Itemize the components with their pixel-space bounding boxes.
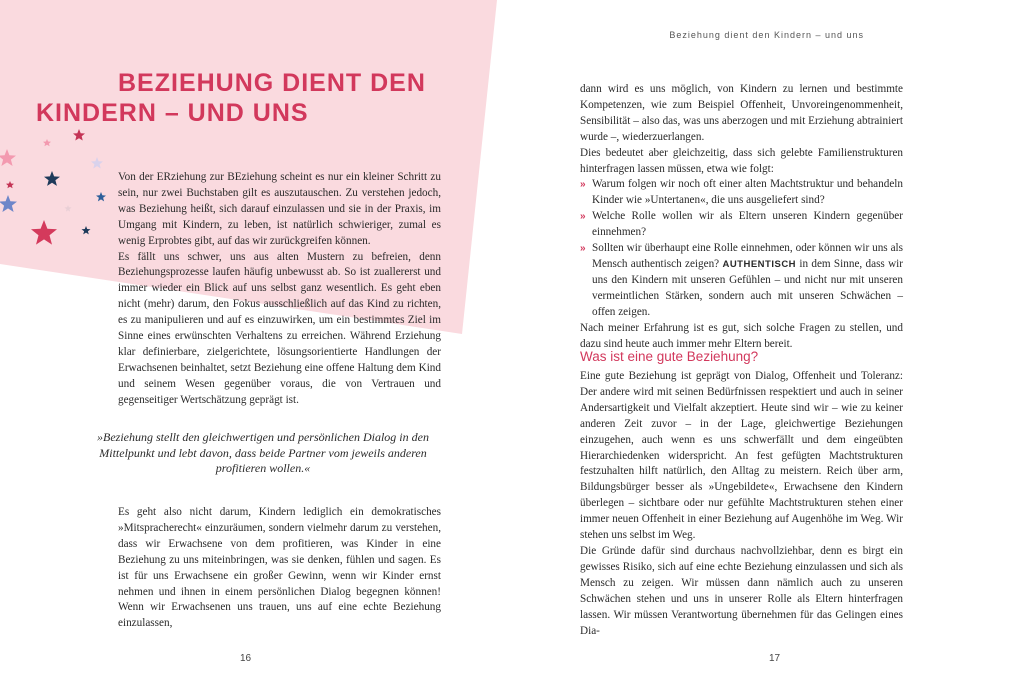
paragraph: Dies bedeutet aber gleichzeitig, dass sich gelebte Familienstrukturen hinterfragen lassen müssen, etwa wie folgt:	[580, 146, 903, 175]
bullet-item	[580, 241, 903, 321]
star-icon	[65, 205, 72, 212]
bullet-marker: »	[580, 243, 586, 255]
bullet-item	[580, 209, 903, 241]
star-icon	[0, 149, 16, 166]
bullet-text-part: Sollten wir überhaupt eine Rolle einnehmen, oder können wir uns als Mensch authentisch zeigen?	[592, 242, 903, 270]
section-subheading: Was ist eine gute Beziehung?	[580, 349, 759, 364]
paragraph: Eine gute Beziehung ist geprägt von Dialog, Offenheit und Toleranz: Der andere wird mit seinen Bedürfnissen respektiert und auch in seiner Andersartigkeit und Vielfalt akzeptiert. Heute sind wir – wie zu keiner anderen Zeit zuvor – in der Lage, gleichwertige Beziehungen einzugehen, auch wenn es uns schwerfällt und dem eingeübten Hierarchiedenken widerspricht. An fest gefügten Machtstrukturen festzuhalten hilft natürlich, den Alltag zu meistern. Reich über arm, Bildungsbürger besser als »Ungebildete«, Erwachsene den Kindern überlegen – sichtbare oder nur gefühlte Machtstrukturen stehen einer immer neuen Offenheit in einer Beziehung auf Augenhöhe im Weg. Wir stehen uns selbst im Weg.	[580, 370, 903, 542]
paragraph: Nach meiner Erfahrung ist es gut, sich solche Fragen zu stellen, und dazu sind heute auch immer mehr Eltern bereit.	[580, 321, 903, 350]
page-number-right: 17	[769, 653, 781, 664]
star-icon	[31, 220, 57, 245]
emphasis-authentisch: AUTHENTISCH	[722, 258, 797, 270]
star-icon	[73, 129, 85, 141]
paragraph: dann wird es uns möglich, von Kindern zu lernen und bestimmte Kompetenzen, wie zum Beispiel Offenheit, Unvoreingenommenheit, Sensibilität – also das, was uns aberzogen und mit Erziehung abtrainiert wurde –, wiederzuerlangen.	[580, 83, 903, 143]
bullet-text-part: in dem Sinne, dass wir uns den Kindern mit unseren Gefühlen – und nicht nur mit unseren vermeintlichen Stärken, sondern auch mit unseren Schwächen – offen zeigen.	[592, 257, 903, 318]
decorative-stars	[0, 0, 120, 260]
star-icon	[91, 157, 103, 169]
chapter-title-line-2: KINDERN – UND UNS	[36, 99, 309, 127]
bullet-marker: »	[580, 179, 586, 191]
right-bottom-text	[580, 369, 903, 639]
bullet-text: Welche Rolle wollen wir als Eltern unseren Kindern gegenüber einnehmen?	[592, 210, 903, 239]
pull-quote: »Beziehung stellt den gleichwertigen und persönlichen Dialog in den Mittelpunkt und lebt davon, dass beide Partner vom jeweils anderen profitieren wollen.«	[97, 430, 429, 475]
bullet-text	[592, 242, 903, 318]
paragraph: Von der ERziehung zur BEziehung scheint es nur ein kleiner Schritt zu sein, nur zwei Buchstaben gilt es auszutauschen. Zu verstehen jedoch, was Beziehung heißt, sich darauf einzulassen und sie in der Praxis, im Umgang mit Kindern, zu leben, ist natürlich schwieriger, zumal es wenig Erprobtes gibt, auf das wir zurückgreifen können.	[118, 171, 441, 247]
left-intro-text	[118, 170, 441, 409]
star-icon	[6, 181, 14, 188]
paragraph: Die Gründe dafür sind durchaus nachvollziehbar, denn es birgt ein gewisses Risiko, sich auf eine echte Beziehung einzulassen und sich als Mensch zu zeigen. Wir müssen dann nämlich auch zu unseren Schwächen stehen und uns in unserer Rolle als Eltern hinterfragen lassen. Wir müssen Verantwortung übernehmen für das Gelingen eines Dia-	[580, 544, 903, 637]
star-icon	[43, 139, 51, 146]
running-header: Beziehung dient den Kindern – und uns	[669, 30, 864, 40]
bullet-marker: »	[580, 211, 586, 223]
bullet-item	[580, 177, 903, 209]
star-icon	[96, 192, 106, 201]
page-number-left: 16	[240, 653, 252, 664]
paragraph: Es geht also nicht darum, Kindern lediglich ein demokratisches »Mitspracherecht« einzuräumen, sondern vielmehr darum zu verstehen, dass wir Erwachsene von dem profitieren, was Kinder in eine Beziehung zu uns miteinbringen, was sie denken, fühlen und sagen. Es ist für uns Erwachsene ein großer Gewinn, wenn wir Kinder ernst nehmen und ihnen in einem persönlichen Dialog begegnen können! Wenn wir Erwachsenen uns trauen, uns auf eine echte Beziehung einzulassen,	[118, 506, 441, 630]
right-top-text	[580, 82, 903, 352]
star-icon	[0, 195, 17, 212]
star-icon	[82, 226, 91, 234]
star-icon	[44, 171, 60, 186]
chapter-title-line-1: BEZIEHUNG DIENT DEN	[118, 69, 426, 97]
paragraph: Es fällt uns schwer, uns aus alten Mustern zu befreien, denn Beziehungsprozesse laufen häufig unbewusst ab. So ist zuallererst und immer wieder ein Blick auf uns selbst ganz wesentlich. Es geht eben nicht (mehr) darum, den Fokus ausschließlich auf das Kind zu richten, es zu manipulieren und auf es einzuwirken, um ein bestimmtes Ziel im Sinne eines erwünschten Verhaltens zu erreichen. Während Erziehung klar definierbare, zielgerichtete, lösungsorientierte Handlungen der Erwachsenen beinhaltet, setzt Beziehung eine offene Haltung dem Kind und seinem Wesen gegenüber voraus, die von Vertrauen und gegenseitiger Wertschätzung geprägt ist.	[118, 250, 441, 406]
left-closing-text	[118, 505, 441, 632]
bullet-text: Warum folgen wir noch oft einer alten Machtstruktur und behandeln Kinder wie »Untertanen«, die uns ausgeliefert sind?	[592, 178, 903, 207]
